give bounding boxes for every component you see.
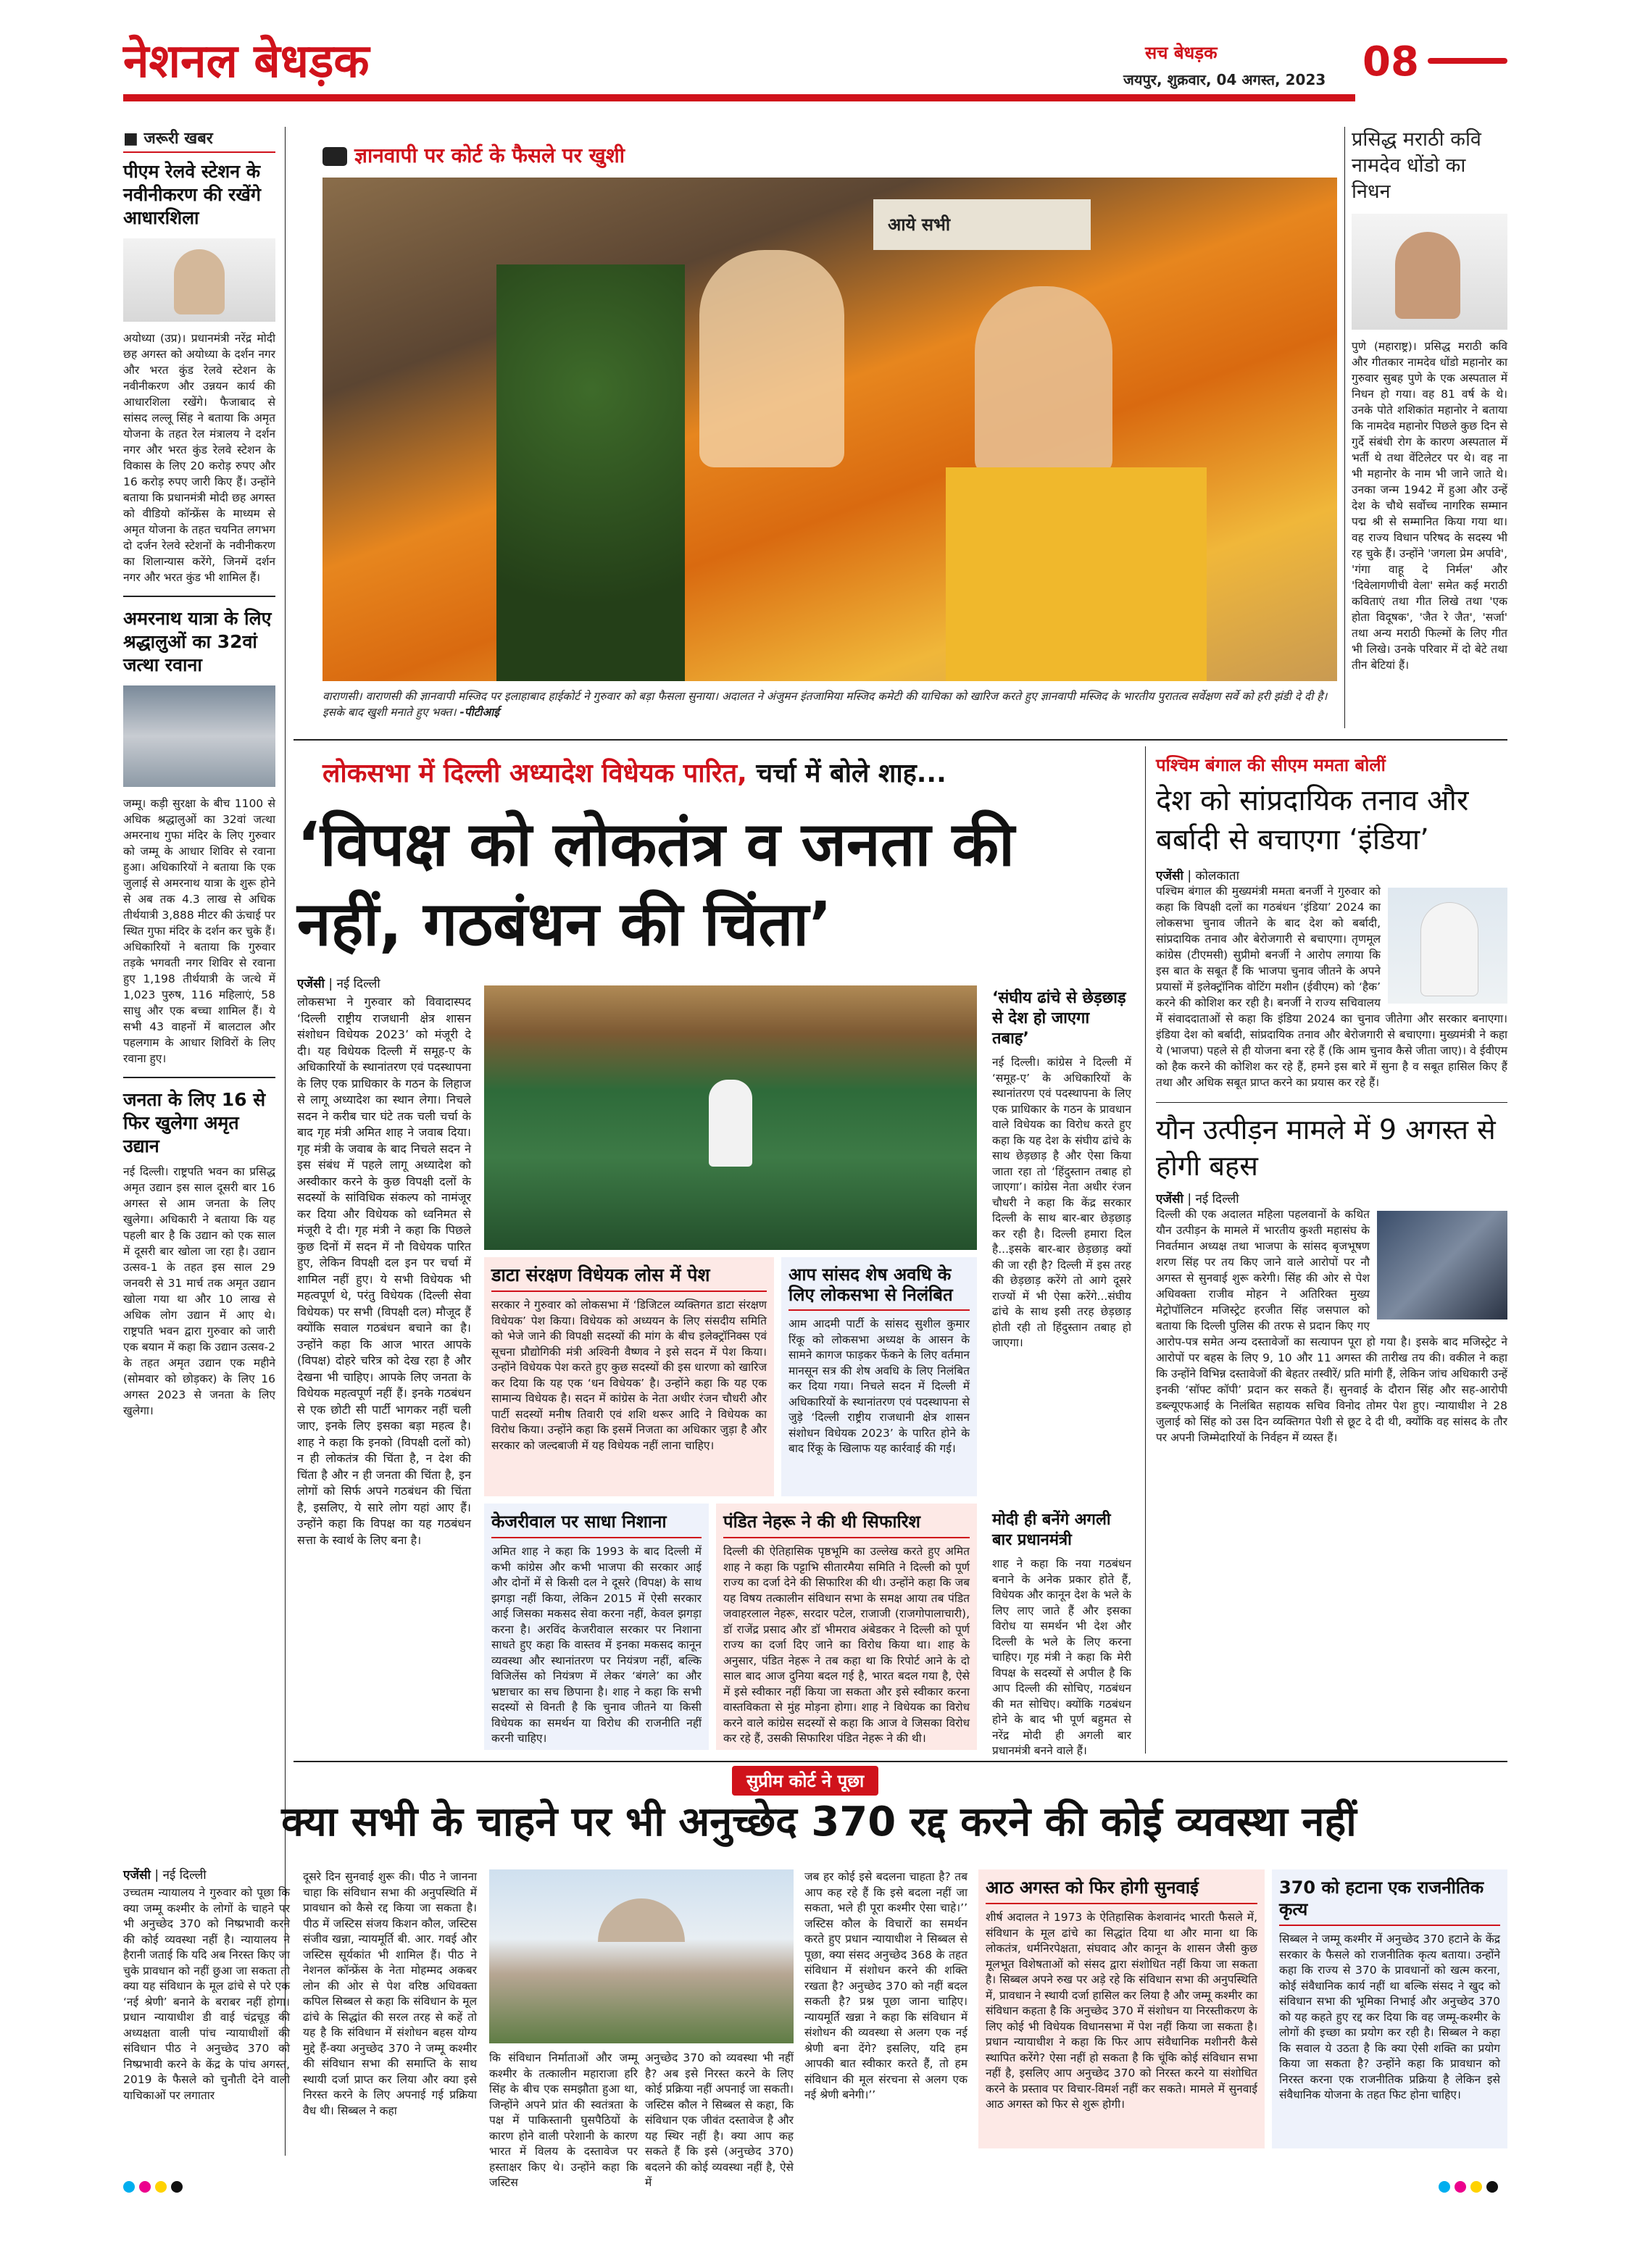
photo-caption <box>323 688 1337 720</box>
wrestler-headline: यौन उत्पीड़न मामले में 9 अगस्त से होगी बहस <box>1156 1114 1496 1182</box>
box-body: अमित शाह ने कहा कि 1993 के बाद दिल्ली में कभी कांग्रेस और कभी भाजपा की सरकार आई और दोनों में से किसी दल ने दूसरे (विपक्ष) के साथ झगड़ा नहीं किया, लेकिन 2015 में ऐसी सरकार आई जिसका मकसद सेवा करना नहीं, केवल झगड़ा करना है। अरविंद केजरीवाल सरकार पर निशाना साधते हुए कहा कि वास्तव में इनका मकसद कानून व्यवस्था और स्थानांतरण पर नियंत्रण नहीं, बल्कि विजिलेंस को नियंत्रण में लेकर ‘बंगले’ का और भ्रष्टाचार का सच छिपाना है। शाह ने कहा कि सभी सदस्यों से विनती है कि चुनाव जीतने या किसी विधेयक का समर्थन या विरोध की राजनीति नहीं करनी चाहिए। <box>491 1545 702 1745</box>
bottom-kicker <box>732 1766 878 1796</box>
box-title: ‘संघीय ढांचे से छेड़छाड़ से देश हो जाएगा तबाह’ <box>992 989 1126 1048</box>
person <box>975 286 1112 475</box>
left-column <box>123 127 275 2163</box>
modi-pm-box <box>989 1507 1134 1757</box>
box-title: आठ अगस्त को फिर होगी सुनवाई <box>986 1877 1257 1904</box>
kejriwal-box <box>484 1504 709 1750</box>
lead-body: लोकसभा ने गुरुवार को विवादास्पद ‘दिल्ली राष्ट्रीय राजधानी क्षेत्र शासन संशोधन विधेयक 2023’ को मंजूरी दे दी। यह विधेयक दिल्ली में समूह-ए के अधिकारियों के स्थानांतरण एवं पदस्थापना के लिए एक प्राधिकार के गठन के लिहाज से लागू अध्यादेश का स्थान लेगा। निचले सदन ने करीब चार घंटे तक चली चर्चा के बाद गृह मंत्री अमित शाह ने जवाब दिया। गृह मंत्री के जवाब के बाद निचले सदन ने इस संबंध में पहले लागू अध्यादेश को अस्वीकार करने के कुछ विपक्षी दलों के सदस्यों के सांविधिक संकल्प को नामंजूर कर दिया और विधेयक को ध्वनिमत से मंजूरी दे दी। गृह मंत्री ने कहा कि पिछले कुछ दिनों में सदन में नौ विधेयक पारित हुए, लेकिन विपक्षी दल इन पर चर्चा में शामिल नहीं हुए। ये सभी विधेयक भी महत्वपूर्ण थे, परंतु विधेयक (दिल्ली सेवा विधेयक) पर सभी (विपक्षी दल) मौजूद हैं क्योंकि सवाल गठबंधन बचाने का है। उन्होंने कहा कि आज भारत आपके (विपक्ष) दोहरे चरित्र को देख रहा है और देखना भी चाहिए। आपके लिए जनता के विधेयक महत्वपूर्ण नहीं हैं। इनके गठबंधन से एक छोटी सी पार्टी भागकर नहीं चली जाए, इनके लिए इसका बड़ा महत्व है। शाह ने कहा कि इनको (विपक्षी दलों को) न ही लोकतंत्र की चिंता है, न देश की चिंता है और न ही जनता की चिंता है, इन लोगों को सिर्फ अपने गठबंधन की चिंता है, इसलिए, ये सारे लोग यहां आए हैं। उन्होंने कहा कि विपक्ष का यह गठबंधन सत्ता के स्वार्थ के लिए बना है। <box>297 995 471 1547</box>
box-title: 370 को हटाना एक राजनीतिक कृत्य <box>1279 1877 1500 1926</box>
section-label: ■ जरूरी खबर <box>123 127 275 153</box>
banner-text: आये सभी <box>888 214 951 235</box>
mamata-body: पश्चिम बंगाल की मुख्यमंत्री ममता बनर्जी ने गुरुवार को कहा कि विपक्षी दलों का गठबंधन ‘इंडिया’ 2024 का लोकसभा चुनाव जीतने के बाद देश को बर्बादी, सांप्रदायिक तनाव और बेरोजगारी से बचाएगा। तृणमूल कांग्रेस (टीएमसी) सुप्रीमो बनर्जी ने आरोप लगाया कि इस बात के सबूत हैं कि भाजपा चुनाव जीतने के अपने प्रयासों में इलेक्ट्रॉनिक वोटिंग मशीन (ईवीएम) को ‘हैक’ करने की कोशिश कर रही है। बनर्जी ने राज्य सचिवालय में संवाददाताओं से कहा कि इंडिया 2024 का चुनाव जीतेगा और सरकार बनाएगा। इंडिया देश को बर्बादी, सांप्रदायिक तनाव और बेरोजगारी से बचाएगा। मुख्यमंत्री ने कहा ये (भाजपा) पहले से ही योजना बना रहे हैं (कि आम चुनाव कैसे जीता जाए)। वे ईवीएम को हैक करने की कोशिश कर रहे हैं, हमने इस बारे में सुना है व सबूत हासिल किए हैं तथा और अधिक सबूत प्राप्त करने का प्रयास कर रहे हैं। <box>1156 885 1507 1089</box>
section-label-text: जरूरी खबर <box>143 130 213 148</box>
mamata-photo <box>1388 888 1507 1004</box>
story1-title: पीएम रेलवे स्टेशन के नवीनीकरण की रखेंगे आधारशिला <box>123 161 261 228</box>
column-divider <box>1344 127 1345 728</box>
mamata-kicker: पश्चिम बंगाल की सीएम ममता बोलीं <box>1156 755 1386 775</box>
wrestler-byline: एजेंसी | नई दिल्ली <box>1156 1192 1239 1206</box>
bottom-col1: उच्चतम न्यायालय ने गुरुवार को पूछा कि क्या जम्मू कश्मीर के लोगों के चाहने पर भी अनुच्छेद 370 को निष्प्रभावी करने की कोई व्यवस्था नहीं है। न्यायालय ने हैरानी जताई कि यदि अब निरस्त किए जा चुके प्रावधान को नहीं छुआ जा सकता तो क्या यह संविधान के मूल ढांचे से परे एक ‘नई श्रेणी’ बनाने के बराबर नहीं होगा। प्रधान न्यायाधीश डी वाई चंद्रचूड़ की अध्यक्षता वाली पांच न्यायाधीशों की संविधान पीठ ने अनुच्छेद 370 को निष्प्रभावी करने के केंद्र के पांच अगस्त, 2019 के फैसले को चुनौती देने वाली याचिकाओं पर लगातार <box>123 1886 290 2102</box>
box-title: केजरीवाल पर साधा निशाना <box>491 1511 702 1538</box>
box-body: शीर्ष अदालत ने 1973 के ऐतिहासिक केशवानंद भारती फैसले में, संविधान के मूल ढांचे का सिद्धांत दिया था और माना था कि लोकतंत्र, धर्मनिरपेक्षता, संघवाद और कानून के शासन जैसी कुछ मूलभूत विशेषताओं को संसद द्वारा संशोधित नहीं किया जा सकता है। सिब्बल अपने रुख पर अड़े रहे कि संविधान सभा की अनुपस्थिति में, प्रावधान ने स्थायी दर्जा हासिल कर लिया है और जम्मू कश्मीर का संविधान कहता है कि अनुच्छेद 370 में संशोधन या निरस्तीकरण के लिए कोई भी विधेयक विधानसभा में पेश नहीं किया जा सकता है। प्रधान न्यायाधीश ने कहा कि फिर आप संवैधानिक मशीनरी कैसे स्थापित करेंगे? ऐसा नहीं हो सकता है कि चूंकि कोई संविधान सभा नहीं है, इसलिए आप अनुच्छेद 370 को निरस्त करने या संशोधित करने के प्रस्ताव पर विचार-विमर्श नहीं कर सकते। मामले में सुनवाई आठ अगस्त को फिर से शुरू होगी। <box>986 1911 1257 2111</box>
mamata-byline: एजेंसी | कोलकाता <box>1156 869 1240 883</box>
caption-credit: -पीटीआई <box>459 706 499 719</box>
mamata-headline: देश को सांप्रदायिक तनाव और बर्बादी से बचाएगा ‘इंडिया’ <box>1156 784 1469 856</box>
garland <box>496 264 685 681</box>
byline-place: नई दिल्ली <box>1195 1192 1239 1206</box>
top-photo <box>323 178 1337 681</box>
bottom-kicker-text: सुप्रीम कोर्ट ने पूछा <box>746 1771 865 1791</box>
lead-kicker-black: चर्चा में बोले शाह... <box>756 759 946 788</box>
data-bill-box <box>484 1257 774 1496</box>
parliament-photo <box>484 985 977 1250</box>
box-body: सिब्बल ने जम्मू कश्मीर में अनुच्छेद 370 हटाने के केंद्र सरकार के फैसले को राजनीतिक कृत्य बताया। उन्होंने कहा कि राज्य से 370 के प्रावधानों को खत्म करना, कोई संवैधानिक कार्य नहीं था बल्कि संसद ने खुद को संविधान सभा की भूमिका निभाई और अनुच्छेद 370 को यह कहते हुए रद्द कर दिया कि वह जम्मू-कश्मीर के लोगों की इच्छा का प्रयोग कर रही है। सिब्बल ने कहा कि सवाल ये उठता है कि क्या ऐसी शक्ति का प्रयोग किया जा सकता है? उन्होंने कहा कि प्रावधान को निरस्त करना एक राजनीतिक प्रक्रिया है लेकिन इसे संवैधानिक योजना के तहत फिट होना चाहिए। <box>1279 1933 1500 2101</box>
story2-title: अमरनाथ यात्रा के लिए श्रद्धालुओं का 32वां जत्था रवाना <box>123 608 272 675</box>
dateline: जयपुर, शुक्रवार, 04 अगस्त, 2023 <box>1123 71 1326 88</box>
box-title: आप सांसद शेष अवधि के लिए लोकसभा से निलंबित <box>788 1264 970 1311</box>
modi-photo <box>123 238 275 322</box>
wrestler-photo <box>1377 1211 1507 1319</box>
obit-title: प्रसिद्ध मराठी कवि नामदेव धोंडो का निधन <box>1352 128 1481 203</box>
lead-kicker <box>323 757 946 791</box>
yellow-shirt <box>946 467 1207 681</box>
hearing-box <box>978 1869 1265 2148</box>
color-registration-left <box>123 2181 187 2196</box>
box-title: पंडित नेहरू ने की थी सिफारिश <box>723 1511 970 1538</box>
bottom-headline: क्या सभी के चाहने पर भी अनुच्छेद 370 रद्द करने की कोई व्यवस्था नहीं <box>281 1798 1357 1846</box>
divider <box>123 1077 275 1078</box>
box-body: आम आदमी पार्टी के सांसद सुशील कुमार रिंकू को लोकसभा अध्यक्ष के आसन के सामने कागज फाड़कर फेंकने के लिए वर्तमान मानसून सत्र की शेष अवधि के लिए निलंबित कर दिया गया। निचले सदन में दिल्ली में अधिकारियों के स्थानांतरण एवं पदस्थापना से जुड़े ‘दिल्ली राष्ट्रीय राजधानी क्षेत्र शासन संशोधन विधेयक 2023’ के पारित होने के बाद रिंकू के खिलाफ यह कार्रवाई की गई। <box>788 1317 970 1455</box>
box-title: मोदी ही बनेंगे अगली बार प्रधानमंत्री <box>992 1511 1111 1549</box>
person <box>699 250 844 467</box>
obit-photo <box>1352 214 1507 330</box>
page-number: 08 <box>1362 38 1419 86</box>
mamata-story <box>1156 754 1507 1446</box>
byline-place: नई दिल्ली <box>162 1868 207 1883</box>
bottom-col2: दूसरे दिन सुनवाई शुरू की। पीठ ने जानना चाहा कि संविधान सभा की अनुपस्थिति में प्रावधान को कैसे रद्द किया जा सकता है। पीठ में जस्टिस संजय किशन कौल, जस्टिस संजीव खन्ना, न्यायमूर्ति बी. आर. गवई और जस्टिस सूर्यकांत भी शामिल हैं। पीठ ने नेशनल कॉन्फ्रेंस के नेता मोहम्मद अकबर लोन की ओर से पेश वरिष्ठ अधिवक्ता कपिल सिब्बल से कहा कि संविधान के मूल ढांचे के सिद्धांत की सरल तरह से कहें तो यह है कि संविधान में संशोधन बहस योग्य मुद्दे हैं-क्या अनुच्छेद 370 ने जम्मू कश्मीर की संविधान सभा की समाप्ति के साथ स्थायी दर्जा प्राप्त कर लिया और क्या इसे निरस्त करने के लिए अपनाई गई प्रक्रिया वैध थी। सिब्बल ने कहा <box>303 1870 477 2117</box>
caption-text: वाराणसी। वाराणसी की ज्ञानवापी मस्जिद पर इलाहाबाद हाईकोर्ट ने गुरुवार को बड़ा फैसला सुनाया। अदालत ने अंजुमन इंतजामिया मस्जिद कमेटी की याचिका को खारिज करते हुए ज्ञानवापी मस्जिद के भारतीय पुरातत्व सर्वेक्षण सर्वे को हरी झंडी दे दी है। इसके बाद खुशी मनाते हुए भक्त। <box>323 690 1328 719</box>
lead-headline: ‘विपक्ष को लोकतंत्र व जनता की नहीं, गठबंधन की चिंता’ <box>297 809 1015 959</box>
story3-title: जनता के लिए 16 से फिर खुलेगा अमृत उद्यान <box>123 1089 266 1156</box>
supreme-court-photo <box>489 1869 794 2043</box>
obit-body: पुणे (महाराष्ट्र)। प्रसिद्ध मराठी कवि और गीतकार नामदेव धोंडो महानोर का गुरुवार सुबह पुणे के एक अस्पताल में निधन हो गया। वह 81 वर्ष के थे। उनके पोते शशिकांत महानोर ने बताया कि नामदेव महानोर पिछले कुछ दिन से गुर्दे संबंधी रोग के कारण अस्पताल में भर्ती थे तथा वेंटिलेटर पर थे। वह ना भी महानोर के नाम भी जाने जाते थे। उनका जन्म 1942 में हुआ और उन्हें देश के चौथे सर्वोच्च नागरिक सम्मान पद्म श्री से सम्मानित किया गया था। वह राज्य विधान परिषद के सदस्य भी रह चुके हैं। उन्होंने 'जगला प्रेम अर्पावे', 'गंगा वाहू दे निर्मल' और 'दिवेलागणीची वेला' समेत कई मराठी कविताएं तथा गीत लिखे तथा 'एक होता विदूषक', 'जैत रे जैत', 'सर्जा' तथा अन्य मराठी फिल्मों के लिए गीत भी लिखे। उनके परिवार में दो बेटे तथा तीन बेटियां हैं। <box>1352 340 1507 672</box>
lead-kicker-red: लोकसभा में दिल्ली अध्यादेश विधेयक पारित, <box>323 759 747 788</box>
divider <box>123 596 275 597</box>
box-body: दिल्ली की ऐतिहासिक पृष्ठभूमि का उल्लेख करते हुए अमित शाह ने कहा कि पट्टाभि सीतारमैया समिति ने दिल्ली को पूर्ण राज्य का दर्जा देने की सिफारिश की थी। उन्होंने कहा कि जब यह विषय तत्कालीन संविधान सभा के समक्ष आया तब पंडित जवाहरलाल नेहरू, सरदार पटेल, राजाजी (राजगोपालाचारी), डॉ राजेंद्र प्रसाद और डॉ भीमराव अंबेडकर ने दिल्ली को पूर्ण राज्य का दर्जा दिए जाने का विरोध किया था। शाह के अनुसार, पंडित नेहरू ने तब कहा था कि रिपोर्ट आने के दो साल बाद आज दुनिया बदल गई है, भारत बदल गया है, ऐसे में इसे स्वीकार नहीं किया जा सकता और इसे स्वीकार करना वास्तविकता से मुंह मोड़ना होगा। शाह ने विधेयक का विरोध करने वाले कांग्रेस सदस्यों से कहा कि आज वे जिसका विरोध कर रहे हैं, उसकी सिफारिश पंडित नेहरू ने की थी। <box>723 1545 970 1745</box>
lead-byline-agency: एजेंसी <box>297 977 325 991</box>
byline-agency: एजेंसी <box>1156 869 1183 883</box>
bottom-col3a: कि संविधान निर्माताओं और जम्मू कश्मीर के तत्कालीन महाराजा हरि सिंह के बीच एक समझौता हुआ था, जिन्होंने अपने प्रांत की स्वतंत्रता के पक्ष में पाकिस्तानी घुसपैठियों के कारण होने वाली परेशानी के कारण भारत में विलय के दस्तावेज पर हस्ताक्षर किए थे। उन्होंने कहा कि जस्टिस <box>489 2051 638 2189</box>
amarnath-photo <box>123 685 275 787</box>
photo-kicker <box>323 141 625 169</box>
banner <box>873 199 1091 250</box>
bottom-col3b: अनुच्छेद 370 को व्यवस्था भी नहीं है? अब इसे निरस्त करने के लिए कोई प्रक्रिया नहीं अपनाई जा सकती। जस्टिस कौल ने सिब्बल से कहा, कि संविधान एक जीवंत दस्तावेज है और यह स्थिर नहीं है। क्या आप कह सकते हैं कि इसे (अनुच्छेद 370) बदलने की कोई व्यवस्था नहीं है, ऐसे में <box>645 2051 794 2189</box>
byline-place: कोलकाता <box>1195 869 1240 883</box>
story2-body: जम्मू। कड़ी सुरक्षा के बीच 1100 से अधिक श्रद्धालुओं का 32वां जत्था अमरनाथ गुफा मंदिर के लिए गुरुवार को जम्मू के आधार शिविर से रवाना हुआ। अधिकारियों ने बताया कि एक जुलाई से अमरनाथ यात्रा के शुरू होने से अब तक 4.3 लाख से अधिक तीर्थयात्री 3,888 मीटर की ऊंचाई पर स्थित गुफा मंदिर के दर्शन कर चुके हैं। अधिकारियों ने बताया कि गुरुवार तड़के भगवती नगर शिविर से रवाना हुए 1,198 तीर्थयात्री के जत्थे में 1,023 पुरुष, 116 महिलाएं, 58 साधु और एक बच्चा शामिल हैं। ये सभी 43 वाहनों में बालटाल और पहलगाम के आधार शिविरों के लिए रवाना हुए। <box>123 797 275 1065</box>
lead-byline: एजेंसी | नई दिल्ली <box>297 977 380 991</box>
column-divider <box>285 127 286 2156</box>
camera-icon <box>323 147 347 166</box>
photo-kicker-text: ज्ञानवापी पर कोर्ट के फैसले पर खुशी <box>354 143 625 167</box>
tagline: सच बेधड़क <box>1145 43 1218 63</box>
box-body: सरकार ने गुरुवार को लोकसभा में ‘डिजिटल व्यक्तिगत डाटा संरक्षण विधेयक’ पेश किया। विधेयक को अध्ययन के लिए संसदीय समिति को भेजे जाने की विपक्षी सदस्यों की मांग के बीच इलेक्ट्रॉनिक्स एवं सूचना प्रौद्योगिकी मंत्री अश्विनी वैष्णव ने इसे सदन में पेश किया। उन्होंने विधेयक पेश करते हुए कुछ सदस्यों की इस धारणा को खारिज कर दिया कि यह एक ‘धन विधेयक’ है। उन्होंने कहा कि यह एक सामान्य विधेयक है। सदन में कांग्रेस के नेता अधीर रंजन चौधरी और पार्टी सदस्यों मनीष तिवारी एवं शशि थरूर आदि ने विधेयक का विरोध किया। उन्होंने कहा कि इसमें निजता का अधिकार जुड़ा है और सरकार को जल्दबाजी में यह विधेयक नहीं लाना चाहिए। <box>491 1298 767 1452</box>
byline-agency: एजेंसी <box>1156 1192 1183 1206</box>
masthead <box>123 29 1507 101</box>
bottom-byline: एजेंसी | नई दिल्ली <box>123 1868 207 1883</box>
right-top-story <box>1352 127 1507 673</box>
aap-mp-box <box>781 1257 977 1496</box>
nehru-box <box>716 1504 977 1750</box>
bottom-col4: जब हर कोई इसे बदलना चाहता है? तब आप कह रहे हैं कि इसे बदला नहीं जा सकता, भले ही पूरा कश्मीर ऐसा चाहे।’’ जस्टिस कौल के विचारों का समर्थन करते हुए प्रधान न्यायाधीश ने सिब्बल से पूछा, क्या संसद अनुच्छेद 368 के तहत संविधान में संशोधन करने की शक्ति रखता है? अनुच्छेद 370 को नहीं बदल सकती है? प्रश्न पूछा जाना चाहिए। न्यायमूर्ति खन्ना ने कहा कि संविधान में संशोधन की व्यवस्था से अलग एक नई श्रेणी बना देंगे? इसलिए, यदि हम आपकी बात स्वीकार करते हैं, तो हम संविधान की मूल संरचना से अलग एक नई श्रेणी बनेगी।’’ <box>804 1870 968 2101</box>
story3-body: नई दिल्ली। राष्ट्रपति भवन का प्रसिद्ध अमृत उद्यान इस साल दूसरी बार 16 अगस्त से आम जनता के लिए खुलेगा। अधिकारी ने बताया कि यह पहली बार है कि उद्यान को एक साल में दूसरी बार खोला जा रहा है। उद्यान उत्सव-1 के तहत इस साल 29 जनवरी से 31 मार्च तक अमृत उद्यान खोला गया था और 10 लाख से अधिक लोग उद्यान में आए थे। राष्ट्रपति भवन द्वारा गुरुवार को जारी एक बयान में कहा कि उद्यान उत्सव-2 के तहत अमृत उद्यान एक महीने (सोमवार को छोड़कर) के लिए 16 अगस्त 2023 से जनता के लिए खुलेगा। <box>123 1165 275 1417</box>
color-registration-right <box>1439 2181 1502 2196</box>
lead-byline-place: नई दिल्ली <box>336 977 380 991</box>
divider <box>294 1761 1507 1762</box>
box-title: डाटा संरक्षण विधेयक लोस में पेश <box>491 1264 767 1292</box>
brand-logo: नेशनल बेधड़क <box>123 35 370 88</box>
story1-body: अयोध्या (उप्र)। प्रधानमंत्री नरेंद्र मोदी छह अगस्त को अयोध्या के दर्शन नगर और भरत कुंड रेलवे स्टेशन के नवीनीकरण और उन्नयन कार्य की आधारशिला रखेंगे। फैजाबाद से सांसद लल्लू सिंह ने बताया कि अमृत योजना के तहत रेल मंत्रालय ने दर्शन नगर और भरत कुंड रेलवे स्टेशन के विकास के लिए 20 करोड़ रुपए और 16 करोड़ रुपए जारी किए हैं। उन्होंने बताया कि प्रधानमंत्री मोदी छह अगस्त को वीडियो कॉन्फ्रेंस के माध्यम से अमृत योजना के तहत चयनित लगभग दो दर्जन रेलवे स्टेशनों के नवीनीकरण का शिलान्यास करेंगे, जिनमें दर्शन नगर और भरत कुंड भी शामिल हैं। <box>123 332 275 584</box>
federal-box <box>989 985 1134 1496</box>
box-body: शाह ने कहा कि नया गठबंधन बनाने के अनेक प्रकार होते हैं, विधेयक और कानून देश के भले के लिए लाए जाते हैं और इसका विरोध या समर्थन भी देश और दिल्ली के भले के लिए करना चाहिए। गृह मंत्री ने कहा कि मेरी विपक्ष के सदस्यों से अपील है कि आप दिल्ली की सोचिए, गठबंधन की मत सोचिए। क्योंकि गठबंधन होने के बाद भी पूर्ण बहुमत से नरेंद्र मोदी ही अगली बार प्रधानमंत्री बनने वाले हैं। <box>992 1557 1131 1757</box>
divider <box>1156 1102 1507 1103</box>
box-body: नई दिल्ली। कांग्रेस ने दिल्ली में ‘समूह-ए’ के अधिकारियों के स्थानांतरण एवं पदस्थापना के लिए एक प्राधिकार के गठन के प्रावधान वाले विधेयक का विरोध करते हुए कहा कि यह देश के संघीय ढांचे के साथ छेड़छाड़ है और ऐसा किया जाता रहा तो ‘हिंदुस्तान तबाह हो जाएगा’। कांग्रेस नेता अधीर रंजन चौधरी ने कहा कि केंद्र सरकार दिल्ली के साथ बार-बार छेड़छाड़ कर रही है। दिल्ली हमारा दिल है...इसके बार-बार छेड़छाड़ क्यों की जा रही है? दिल्ली में इस तरह की छेड़छाड़ करेंगे तो आगे दूसरे राज्यों में भी ऐसा करेंगे...संघीय ढांचे के साथ इसी तरह छेड़छाड़ होती रही तो हिंदुस्तान तबाह हो जाएगा। <box>992 1056 1131 1349</box>
masthead-rule <box>123 94 1355 101</box>
pen-icon <box>1428 58 1507 64</box>
byline-agency: एजेंसी <box>123 1868 151 1883</box>
divider <box>294 739 1507 741</box>
political-act-box <box>1272 1869 1507 2148</box>
wrestler-body: दिल्ली की एक अदालत महिला पहलवानों के कथित यौन उत्पीड़न के मामले में भारतीय कुश्ती महासंघ के निवर्तमान अध्यक्ष तथा भाजपा के सांसद बृजभूषण शरण सिंह पर तय किए जाने वाले आरोपों पर नौ अगस्त से सुनवाई शुरू करेगी। सिंह की ओर से पेश अधिवक्ता राजीव मोहन ने अतिरिक्त मुख्य मेट्रोपॉलिटन मजिस्ट्रेट हरजीत सिंह जसपाल को बताया कि दिल्ली पुलिस की तरफ से प्रदान किए गए आरोप-पत्र समेत अन्य दस्तावेजों का सत्यापन पूरा हो गया है। इसके बाद मजिस्ट्रेट ने आरोपों पर बहस के लिए 9, 10 और 11 अगस्त की तारीख तय की। वकील ने कहा कि उन्होंने विभिन्न दस्तावेजों की बेहतर तस्वीरें/ प्रति मांगी हैं, लेकिन जांच अधिकारी उन्हें इनकी ‘सॉफ्ट कॉपी’ प्रदान कर सकते हैं। सुनवाई के दौरान सिंह और सह-आरोपी डब्ल्यूएफआई के निलंबित सहायक सचिव विनोद तोमर पेश हुए। न्यायाधीश ने 28 जुलाई को सिंह को उस दिन व्यक्तिगत पेशी से छूट दे दी थी, क्योंकि वह सांसद के तौर पर अपनी जिम्मेदारियों के निर्वहन में व्यस्त हैं। <box>1156 1208 1507 1444</box>
column-divider <box>1145 746 1146 1754</box>
